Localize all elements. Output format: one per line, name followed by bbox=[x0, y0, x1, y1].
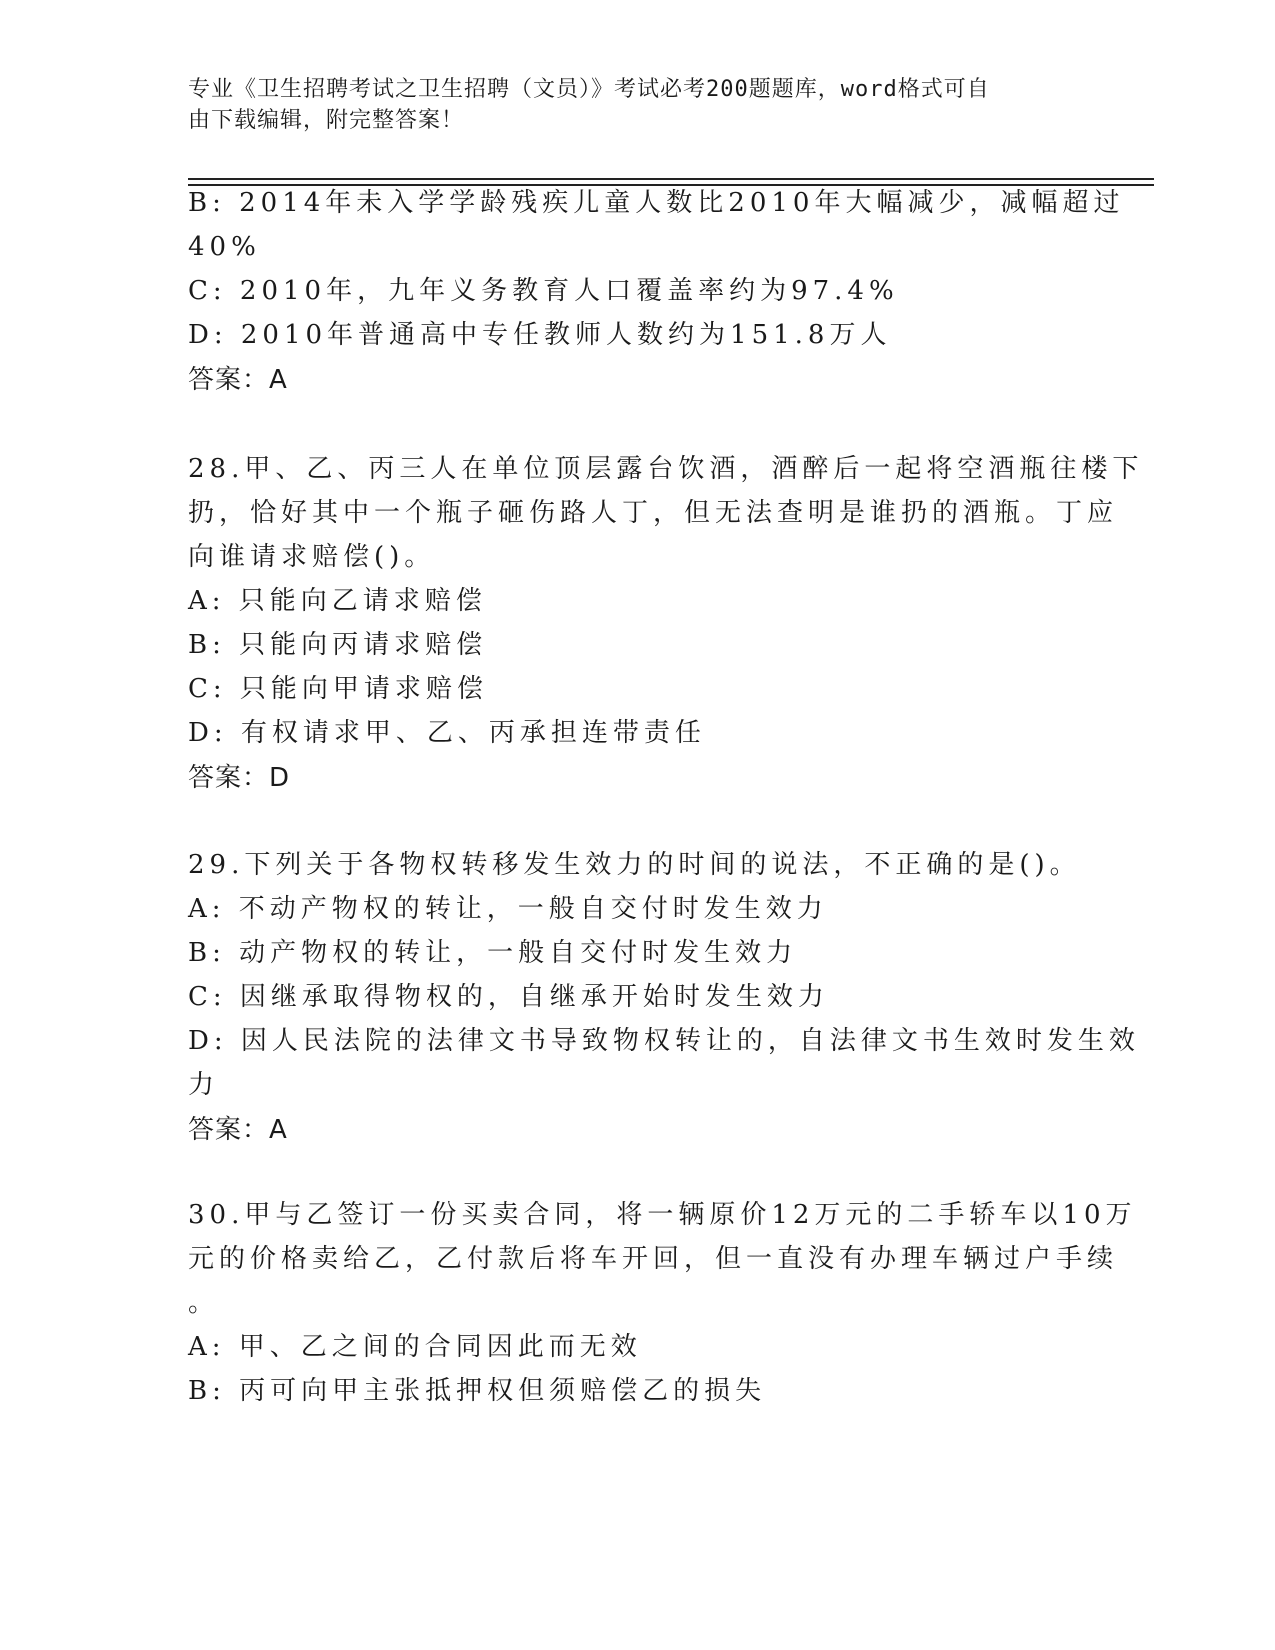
option-c: C: 因继承取得物权的，自继承开始时发生效力 bbox=[188, 982, 829, 1012]
option-d: D: 2010年普通高中专任教师人数约为151.8万人 bbox=[188, 320, 892, 350]
option-b: B: 只能向丙请求赔偿 bbox=[188, 630, 488, 660]
question-stem-line-1: 28.甲、乙、丙三人在单位顶层露台饮酒，酒醉后一起将空酒瓶往楼下 bbox=[188, 454, 1144, 484]
question-stem-line-2: 元的价格卖给乙，乙付款后将车开回，但一直没有办理车辆过户手续 bbox=[188, 1244, 1119, 1274]
option-b: B: 丙可向甲主张抵押权但须赔偿乙的损失 bbox=[188, 1376, 767, 1406]
option-c: C: 只能向甲请求赔偿 bbox=[188, 674, 488, 704]
option-a: A: 甲、乙之间的合同因此而无效 bbox=[188, 1332, 642, 1362]
header-divider-top bbox=[188, 178, 1154, 180]
question-stem-line-1: 29.下列关于各物权转移发生效力的时间的说法，不正确的是()。 bbox=[188, 850, 1081, 880]
answer: 答案：A bbox=[188, 1115, 288, 1145]
option-a: A: 只能向乙请求赔偿 bbox=[188, 586, 487, 616]
option-b: B: 动产物权的转让，一般自交付时发生效力 bbox=[188, 938, 798, 968]
option-b-line-2: 40% bbox=[188, 232, 261, 262]
option-b-line-1: B: 2014年未入学学龄残疾儿童人数比2010年大幅减少，减幅超过 bbox=[188, 188, 1125, 218]
answer: 答案：D bbox=[188, 763, 291, 793]
question-stem-line-1: 30.甲与乙签订一份买卖合同，将一辆原价12万元的二手轿车以10万 bbox=[188, 1200, 1137, 1230]
question-stem-line-3: 。 bbox=[188, 1288, 220, 1318]
question-stem-line-2: 扔，恰好其中一个瓶子砸伤路人丁，但无法查明是谁扔的酒瓶。丁应 bbox=[188, 498, 1119, 528]
answer: 答案：A bbox=[188, 365, 288, 395]
option-d-line-1: D: 因人民法院的法律文书导致物权转让的，自法律文书生效时发生效 bbox=[188, 1026, 1140, 1056]
option-d: D: 有权请求甲、乙、丙承担连带责任 bbox=[188, 718, 706, 748]
question-stem-line-3: 向谁请求赔偿()。 bbox=[188, 542, 436, 572]
header-line-2: 由下载编辑，附完整答案！ bbox=[188, 108, 465, 133]
option-a: A: 不动产物权的转让，一般自交付时发生效力 bbox=[188, 894, 828, 924]
option-c: C: 2010年，九年义务教育人口覆盖率约为97.4% bbox=[188, 276, 899, 306]
header-line-1: 专业《卫生招聘考试之卫生招聘（文员）》考试必考200题题库，word格式可自 bbox=[188, 77, 990, 102]
option-d-line-2: 力 bbox=[188, 1070, 220, 1100]
document-header bbox=[188, 74, 1088, 136]
